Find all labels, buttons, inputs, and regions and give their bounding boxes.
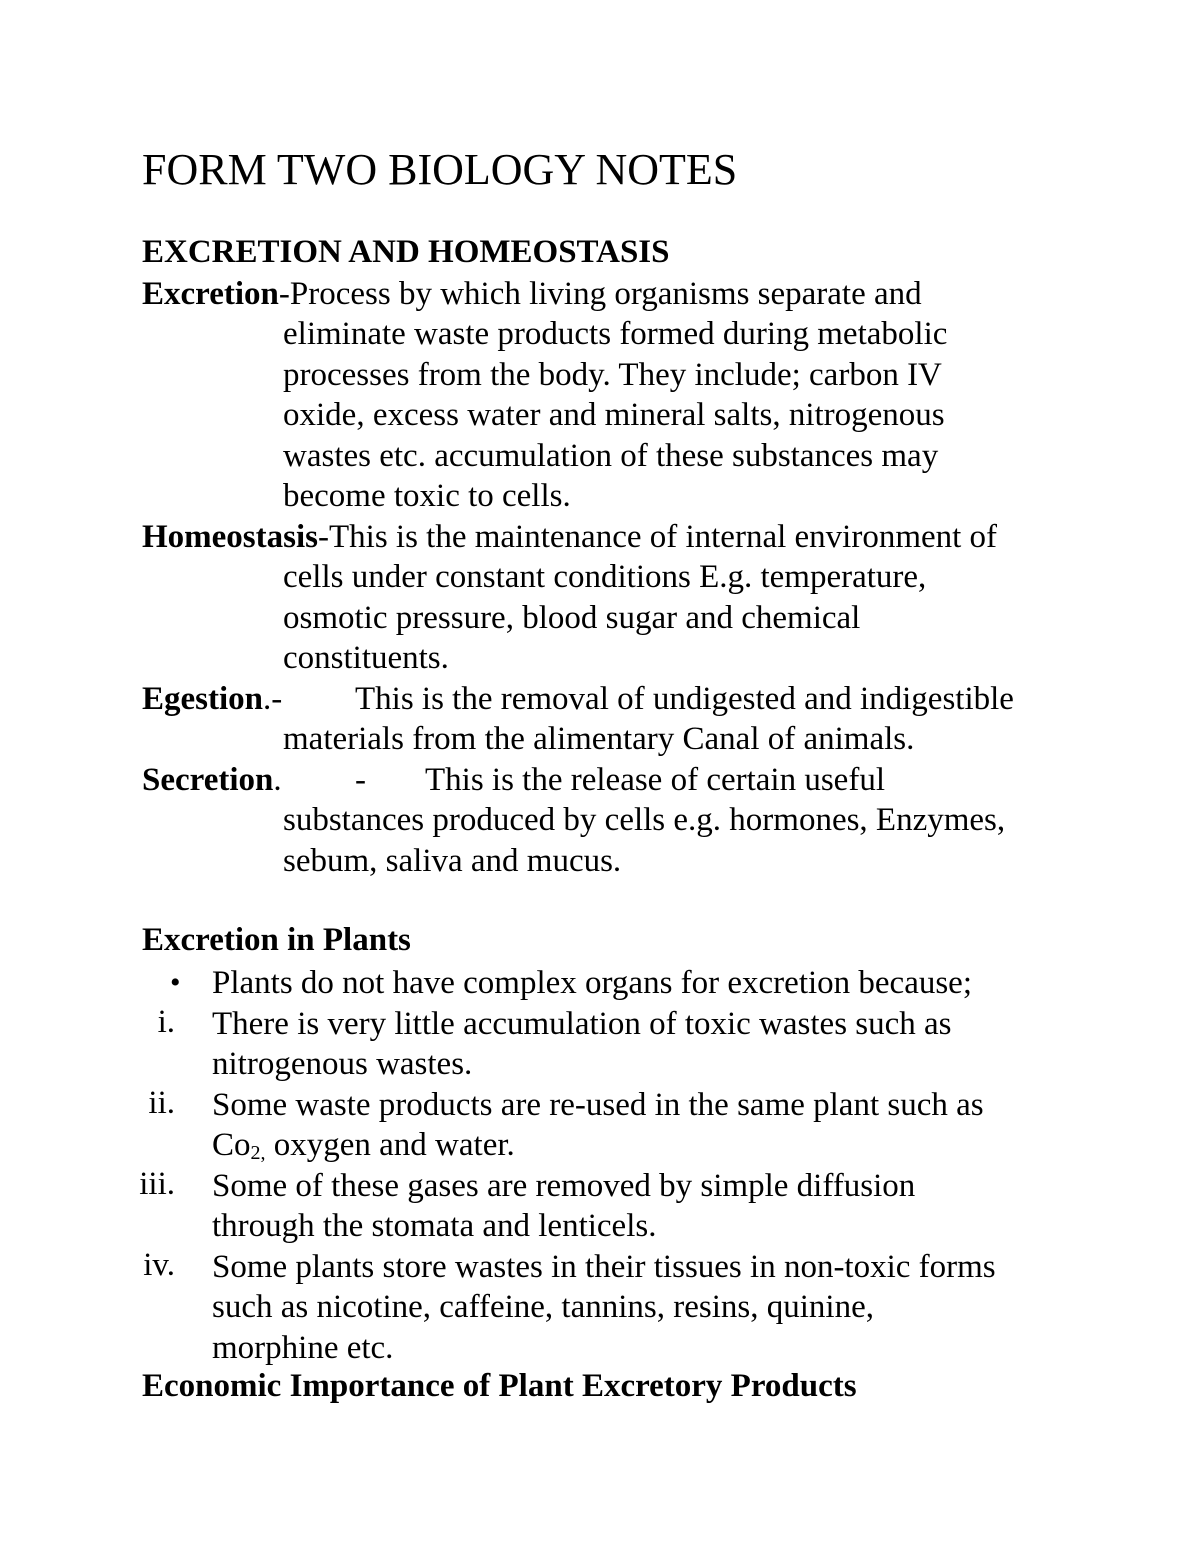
egestion-definition: Egestion.- bbox=[142, 681, 283, 717]
term-secretion: Secretion bbox=[142, 762, 274, 798]
text-line: This is the removal of undigested and indigestible bbox=[355, 681, 1014, 717]
homeostasis-definition: Homeostasis-This is the maintenance of internal environment of bbox=[142, 519, 998, 555]
plants-heading: Excretion in Plants bbox=[142, 922, 411, 958]
list-item-text: Some waste products are re-used in the same plant such as bbox=[212, 1087, 984, 1123]
text-line: wastes etc. accumulation of these substances may bbox=[283, 438, 939, 474]
list-item-text: Some of these gases are removed by simple diffusion bbox=[212, 1168, 916, 1204]
list-item-text: Some plants store wastes in their tissues in non-toxic forms bbox=[212, 1249, 996, 1285]
text-line: processes from the body. They include; carbon IV bbox=[283, 357, 942, 393]
text-line: materials from the alimentary Canal of animals. bbox=[283, 721, 915, 757]
bullet-icon: • bbox=[170, 966, 181, 999]
document-title: FORM TWO BIOLOGY NOTES bbox=[142, 145, 738, 194]
list-number: ii. bbox=[148, 1085, 175, 1121]
text-line: oxide, excess water and mineral salts, nitrogenous bbox=[283, 397, 945, 433]
text-line: constituents. bbox=[283, 640, 449, 676]
text-line: This is the release of certain useful bbox=[425, 762, 885, 798]
list-item-text: There is very little accumulation of toxic wastes such as bbox=[212, 1006, 952, 1042]
text-line: osmotic pressure, blood sugar and chemical bbox=[283, 600, 861, 636]
list-item-text: through the stomata and lenticels. bbox=[212, 1208, 657, 1244]
secretion-definition: Secretion. bbox=[142, 762, 282, 798]
text-line: substances produced by cells e.g. hormones, Enzymes, bbox=[283, 802, 1006, 838]
term-homeostasis: Homeostasis bbox=[142, 519, 318, 555]
list-item-text: morphine etc. bbox=[212, 1330, 394, 1366]
list-number: i. bbox=[157, 1004, 175, 1040]
bullet-text: Plants do not have complex organs for excretion because; bbox=[212, 965, 972, 1001]
term-egestion: Egestion bbox=[142, 681, 264, 717]
text-line: sebum, saliva and mucus. bbox=[283, 843, 622, 879]
section-heading: EXCRETION AND HOMEOSTASIS bbox=[142, 234, 670, 270]
excretion-definition: Excretion-Process by which living organisms separate and bbox=[142, 276, 922, 312]
list-item-text: such as nicotine, caffeine, tannins, resins, quinine, bbox=[212, 1289, 874, 1325]
text-line: eliminate waste products formed during metabolic bbox=[283, 316, 948, 352]
text-line: cells under constant conditions E.g. temperature, bbox=[283, 559, 927, 595]
list-number: iv. bbox=[143, 1247, 175, 1283]
term-excretion: Excretion bbox=[142, 276, 279, 312]
list-item-text: nitrogenous wastes. bbox=[212, 1046, 473, 1082]
text-line: become toxic to cells. bbox=[283, 478, 571, 514]
secretion-dash: - bbox=[355, 762, 366, 798]
list-item-text: $Co_{2,}$ oxygen and water. bbox=[212, 1127, 515, 1164]
list-number: iii. bbox=[139, 1166, 175, 1202]
economic-heading: Economic Importance of Plant Excretory Products bbox=[142, 1368, 857, 1404]
